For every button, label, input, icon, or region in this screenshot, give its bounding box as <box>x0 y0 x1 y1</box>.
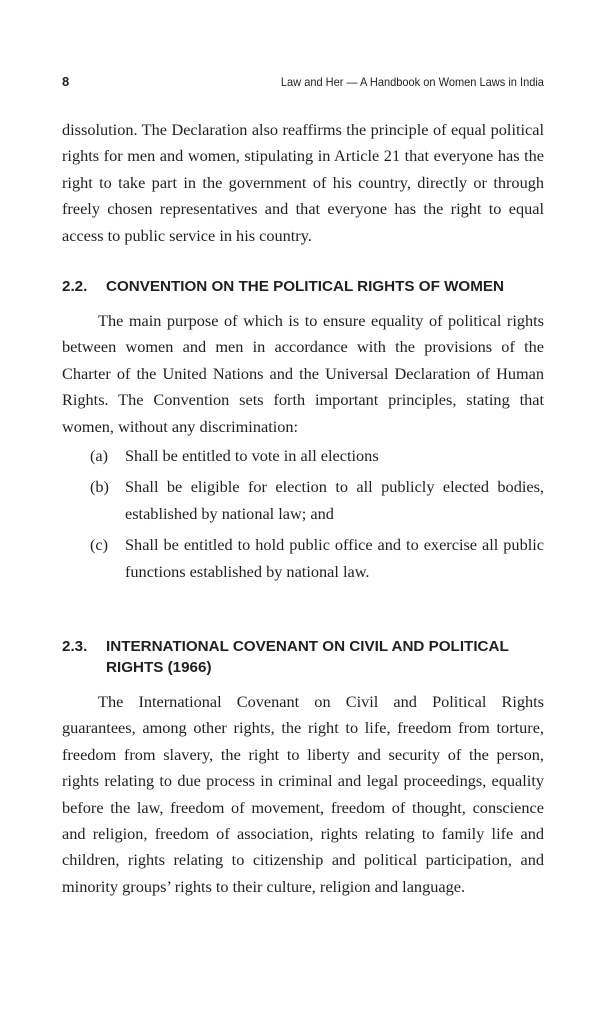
section-title: CONVENTION ON THE POLITICAL RIGHTS OF WOMEN <box>106 278 504 295</box>
list-item <box>90 443 544 469</box>
list-item <box>90 474 544 527</box>
section-title: INTERNATIONAL COVENANT ON CIVIL AND POLITICAL RIGHTS (1966) <box>106 638 509 676</box>
list-text: Shall be entitled to hold public office and to exercise all public functions established by national law. <box>125 535 544 581</box>
running-title: Law and Her — A Handbook on Women Laws in India <box>280 75 544 89</box>
section-2-3 <box>62 636 544 900</box>
principles-list <box>62 443 544 585</box>
list-marker: (a) <box>90 446 109 466</box>
section-number: 2.2. <box>62 278 88 295</box>
section-number: 2.3. <box>62 638 88 655</box>
section-paragraph: The International Covenant on Civil and Political Rights guarantees, among other rights, the right to life, freedom from torture, freedom from slavery, the right to liberty and security of the person, rights relating to due process in criminal and legal proceedings, equality before the law, freedom of movement, freedom of thought, conscience and religion, freedom of association, rights relating to family life and children, rights relating to citizenship and political participation, and minority groups’ rights to their culture, religion and language. <box>62 692 544 896</box>
list-text: Shall be entitled to vote in all elections <box>125 446 379 466</box>
list-marker: (b) <box>90 477 109 497</box>
section-heading <box>62 636 544 678</box>
section-2-2 <box>62 276 544 590</box>
running-header <box>62 74 544 92</box>
list-marker: (c) <box>90 535 109 555</box>
intro-paragraph: dissolution. The Declaration also reaffirms the principle of equal political rights for men and women, stipulating in Article 21 that everyone has the right to take part in the government of his country, directly or through freely chosen representatives and that everyone has the right to equal access to public service in his country. <box>62 120 544 245</box>
list-text: Shall be eligible for election to all publicly elected bodies, established by national law; and <box>125 477 544 523</box>
section-paragraph: The main purpose of which is to ensure equality of political rights between women and men in accordance with the provisions of the Charter of the United Nations and the Universal Declaration of Human Rights. The Convention sets forth important principles, stating that women, without any discrimination: <box>62 311 544 436</box>
list-item <box>90 532 544 585</box>
page-number: 8 <box>62 74 70 89</box>
section-heading <box>62 276 544 297</box>
